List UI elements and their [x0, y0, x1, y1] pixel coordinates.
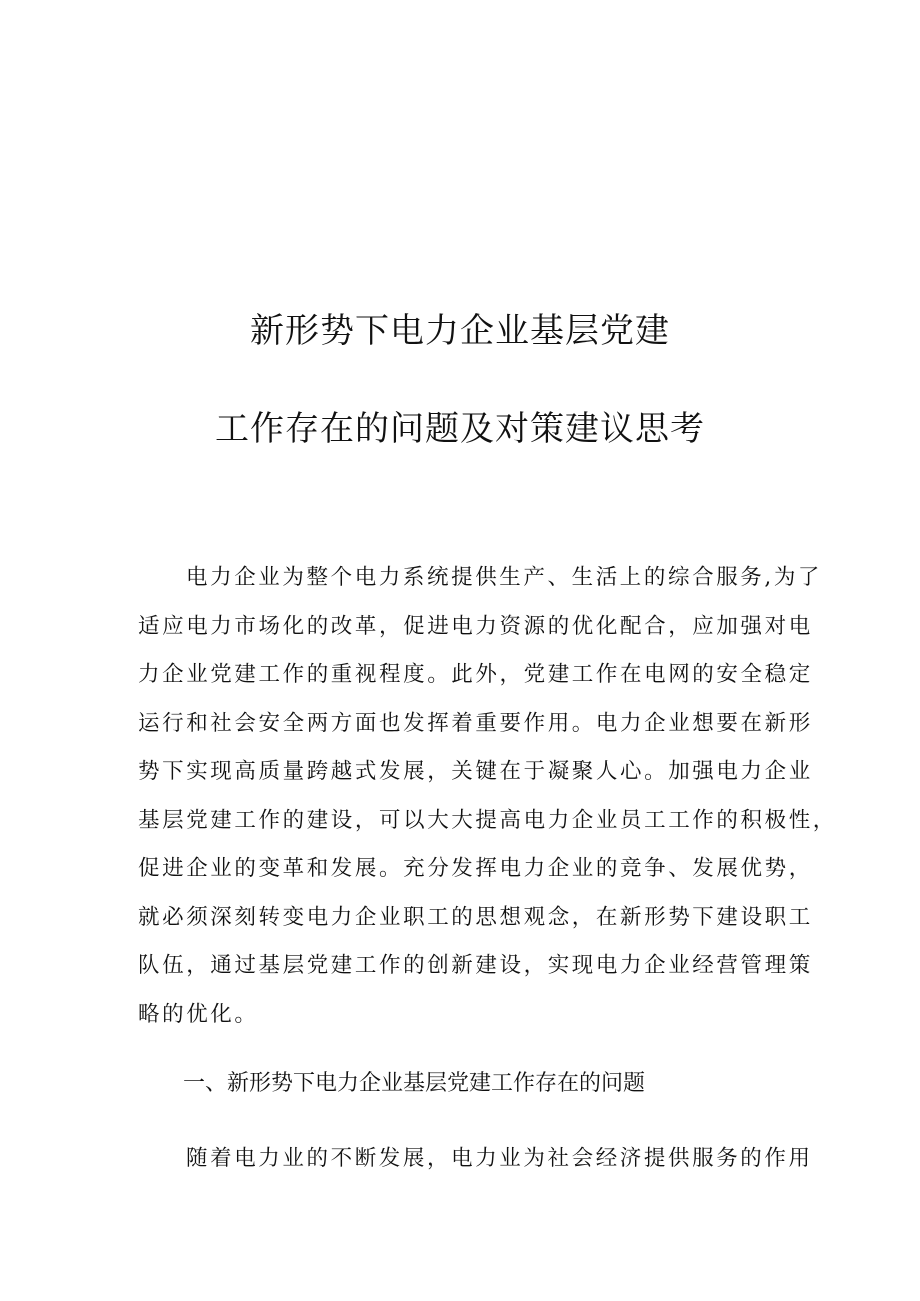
- paragraph-line: 略的优化。: [138, 1001, 259, 1027]
- paragraph-line: 势下实现高质量跨越式发展，关键在于凝聚人心。加强电力企业: [138, 759, 813, 784]
- paragraph-line: 运行和社会安全两方面也发挥着重要作用。电力企业想要在新形: [138, 710, 813, 736]
- paragraph-line: 力企业党建工作的重视程度。此外，党建工作在电网的安全稳定: [138, 662, 813, 687]
- paragraph-line: 就必须深刻转变电力企业职工的思想观念，在新形势下建设职工: [138, 904, 813, 930]
- document-title-line-2: 工作存在的问题及对策建议思考: [215, 409, 705, 449]
- document-title-line-1: 新形势下电力企业基层党建: [250, 311, 670, 351]
- section-heading: 一、新形势下电力企业基层党建工作存在的问题: [183, 1071, 646, 1096]
- paragraph-line: 随着电力业的不断发展，电力业为社会经济提供服务的作用: [186, 1146, 813, 1171]
- paragraph-line: 促进企业的变革和发展。充分发挥电力企业的竞争、发展优势，: [138, 856, 813, 881]
- paragraph-line: 基层党建工作的建设，可以大大提高电力企业员工工作的积极性，: [138, 807, 837, 833]
- paragraph-line: 适应电力市场化的改革，促进电力资源的优化配合，应加强对电: [138, 613, 813, 639]
- paragraph-line: 队伍，通过基层党建工作的创新建设，实现电力企业经营管理策: [138, 953, 813, 978]
- section-paragraph: [138, 1135, 813, 1184]
- paragraph-line: 电力企业为整个电力系统提供生产、生活上的综合服务,为了: [186, 565, 823, 590]
- intro-paragraph: [138, 554, 837, 1039]
